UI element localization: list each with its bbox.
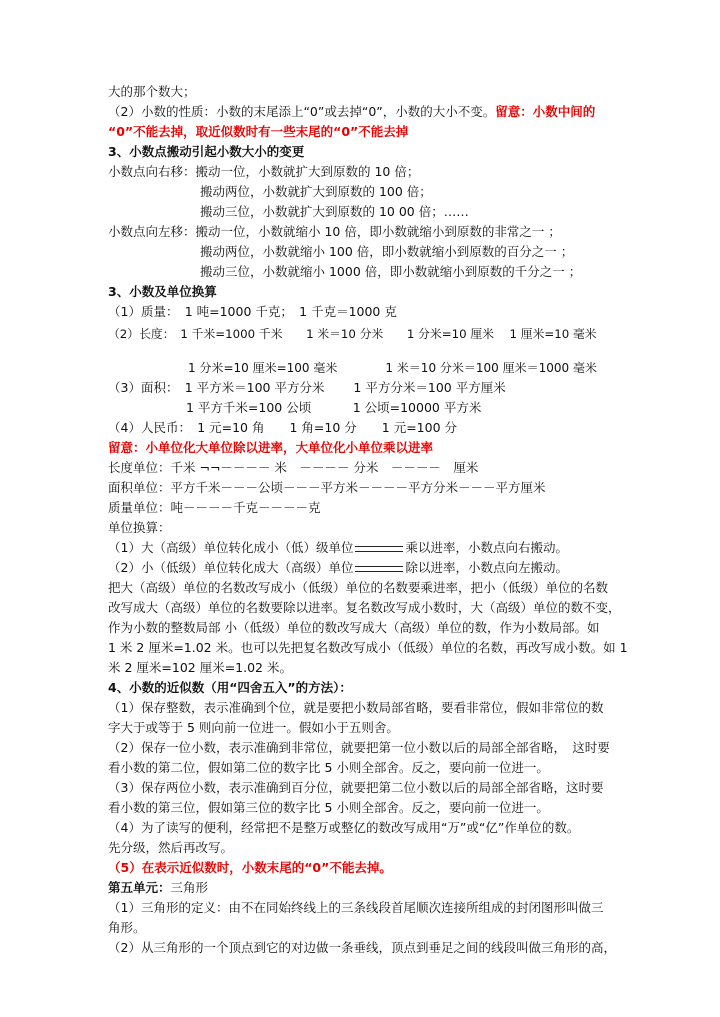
text-line: （4）为了读写的便利，经常把不是整万或整亿的数改写成用“万”或“亿”作单位的数。 xyxy=(108,820,580,835)
text-line: 看小数的第二位，假如第二位的数字比 5 小则全部舍。反之，要向前一位进一。 xyxy=(108,760,549,775)
text-line: （1）保存整数，表示准确到个位，就是要把小数局部省略，要看非常位，假如非常位的数 xyxy=(108,700,604,715)
text-line: （3）保存两位小数，表示准确到百分位，就要把第二位小数以后的局部全部省略，这时要 xyxy=(108,780,604,795)
text-line: 改写成大（高级）单位的名数要除以进率。复名数改写成小数时，大（高级）单位的数不变， xyxy=(108,600,621,615)
text-line: 小数点向左移：搬动一位，小数就缩小 10 倍，即小数就缩小到原数的非常之一 ； xyxy=(108,224,561,239)
text-line: 质量单位：吨－－－－千克－－－－克 xyxy=(108,500,321,515)
text-line: 1 米 2 厘米=1.02 米。也可以先把复名数改写成小（低级）单位的名数，再改写成小数。如 1 xyxy=(108,640,628,655)
text-line: （2）小（低级）单位转化成大（高级）单位 除以进率，小数点向左搬动。 xyxy=(108,560,568,575)
text-line: 先分级，然后再改写。 xyxy=(108,840,234,855)
text-line: （2）从三角形的一个顶点到它的对边做一条垂线，顶点到垂足之间的线段叫做三角形的高， xyxy=(108,940,616,955)
text-line: 小数点向右移：搬动一位，小数就扩大到原数的 10 倍； xyxy=(108,164,420,179)
text-line: 搬动三位，小数就缩小 1000 倍，即小数就缩小到原数的千分之一 ； xyxy=(200,264,582,279)
text-line: 面积单位：平方千米－－－公顷－－－平方米－－－－平方分米－－－平方厘米 xyxy=(108,480,546,495)
text-line: （4）人民币： 1 元=10 角 1 角=10 分 1 元=100 分 xyxy=(108,420,457,435)
text-line: 单位换算： xyxy=(108,520,171,535)
text-line: 长度单位：千米 ¬¬－－－－ 米 －－－－ 分米 －－－－ 厘米 xyxy=(108,460,479,475)
text-line: 作为小数的整数局部 小（低级）单位的数改写成大（高级）单位的数，作为小数局部。如 xyxy=(108,620,600,635)
text-line: （1）三角形的定义：由不在同始终线上的三条线段首尾顺次连接所组成的封闭图形叫做三 xyxy=(108,900,604,915)
section-heading: 3、小数及单位换算 xyxy=(108,284,217,299)
text-line: 字大于或等于 5 则向前一位进一。假如小于五则舍。 xyxy=(108,720,399,735)
text-line: 搬动两位，小数就缩小 100 倍，即小数就缩小到原数的百分之一 ； xyxy=(200,244,574,259)
text-line: （2）保存一位小数，表示准确到非常位，就要把第一位小数以后的局部全部省略， 这时要 xyxy=(108,740,610,755)
section-heading: 3、小数点搬动引起小数大小的变更 xyxy=(108,144,305,159)
text-line: 1 平方千米=100 公顷 1 公顷=10000 平方米 xyxy=(186,400,482,415)
text-line: 看小数的第三位，假如第三位的数字比 5 小则全部舍。反之，要向前一位进一。 xyxy=(108,800,549,815)
text-line: 把大（高级）单位的名数改写成小（低级）单位的名数要乘进率，把小（低级）单位的名数 xyxy=(108,580,609,595)
text-line: 搬动三位，小数就扩大到原数的 10 00 倍；…… xyxy=(200,204,469,219)
text-line: 搬动两位，小数就扩大到原数的 100 倍； xyxy=(200,184,432,199)
text-line: （2）长度： 1 千米=1000 千米 1 米＝10 分米 1 分米=10 厘米 1 厘米=10 毫米 xyxy=(108,327,597,341)
warning-line: （5）在表示近似数时，小数末尾的“0”不能去掉。 xyxy=(108,860,392,875)
double-line-arrow xyxy=(355,546,403,552)
text-line: （1）质量： 1 吨=1000 千克； 1 千克＝1000 克 xyxy=(108,304,397,319)
text-line: 大的那个数大； xyxy=(108,84,196,99)
warning-line: 留意：小单位化大单位除以进率，大单位化小单位乘以进率 xyxy=(108,440,434,455)
section-heading: 4、小数的近似数（用“四舍五入”的方法）： xyxy=(108,680,352,695)
unit-heading: 第五单元：三角形 xyxy=(108,880,209,895)
text-line: （3）面积： 1 平方米＝100 平方分米 1 平方分米＝100 平方厘米 xyxy=(108,380,506,395)
text-line: 米 2 厘米=102 厘米=1.02 米。 xyxy=(108,660,292,675)
text-line: 1 分米=10 厘米=100 毫米 1 米＝10 分米＝100 厘米＝1000 毫米 xyxy=(188,361,597,375)
text-line: （2）小数的性质：小数的末尾添上“0”或去掉“0”，小数的大小不变。留意：小数中间的 xyxy=(108,104,596,119)
double-line-arrow xyxy=(355,566,403,572)
text-line: 角形。 xyxy=(108,920,146,935)
text-line: （1）大（高级）单位转化成小（低）级单位 乘以进率，小数点向右搬动。 xyxy=(108,540,568,555)
warning-line: “0”不能去掉，取近似数时有一些末尾的“0”不能去掉 xyxy=(108,124,409,139)
